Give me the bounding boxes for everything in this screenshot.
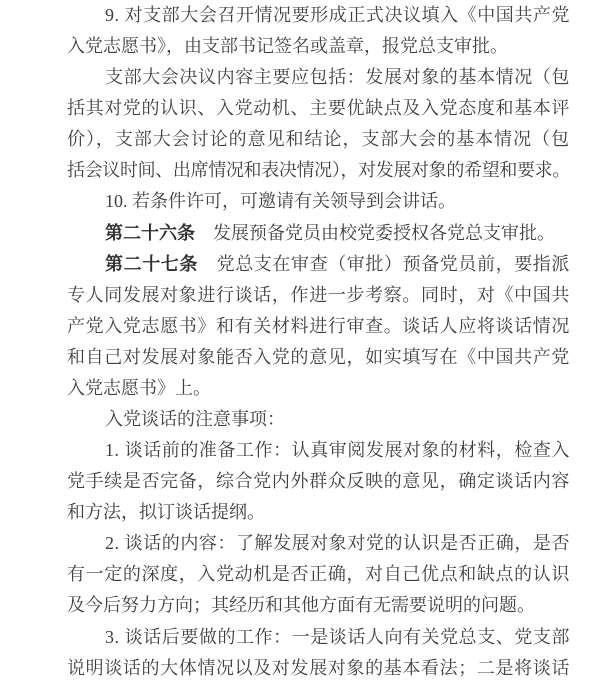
text-line <box>67 559 570 590</box>
text-line <box>67 466 570 497</box>
text-line <box>67 0 570 31</box>
text-line <box>67 311 570 342</box>
text-line <box>67 528 570 559</box>
paragraph-line-text: 支部大会决议内容主要应包括：发展对象的基本情况（包 <box>105 67 570 88</box>
text-line <box>67 622 570 653</box>
text-line <box>67 93 570 124</box>
paragraph-line-text: 党手续是否完备，综合党内外群众反映的意见，确定谈话内容 <box>67 471 570 492</box>
paragraph-line-text: 说明谈话的大体情况以及对发展对象的基本看法；二是将谈话 <box>67 657 570 678</box>
text-line <box>67 218 570 249</box>
text-line <box>67 124 570 155</box>
paragraph-line-text: 1. 谈话前的准备工作：认真审阅发展对象的材料，检查入 <box>105 440 570 461</box>
text-line <box>67 404 570 435</box>
paragraph-line-text: 括其对党的认识、入党动机、主要优缺点及入党态度和基本评 <box>67 98 570 119</box>
paragraph-line-text: 3. 谈话后要做的工作：一是谈话人向有关党总支、党支部 <box>105 626 570 647</box>
paragraph-line-text: 入党志愿书》上。 <box>67 377 211 398</box>
paragraph-line-text: 和方法，拟订谈话提纲。 <box>67 502 265 523</box>
paragraph-line-text: 有一定的深度，入党动机是否正确，对自己优点和缺点的认识 <box>67 564 570 585</box>
text-line <box>67 590 570 621</box>
paragraph-line-text: 和自己对发展对象能否入党的意见，如实填写在《中国共产党 <box>67 346 570 367</box>
paragraph-line-text: 入党谈话的注意事项： <box>105 409 285 430</box>
article-number-label: 第二十七条 <box>105 253 198 274</box>
text-line <box>67 435 570 466</box>
paragraph-line-text: 9. 对支部大会召开情况要形成正式决议填入《中国共产党 <box>105 5 570 25</box>
paragraph-line-text: 专人同发展对象进行谈话，作进一步考察。同时，对《中国共 <box>67 284 570 305</box>
text-line <box>67 497 570 528</box>
paragraph-line-text: 10. 若条件许可，可邀请有关领导到会讲话。 <box>105 191 456 212</box>
paragraph-line-text: 入党志愿书》，由支部书记签名或盖章，报党总支审批。 <box>67 36 508 57</box>
text-line <box>67 186 570 217</box>
paragraph-line-text: 产党入党志愿书》和有关材料进行审查。谈话人应将谈话情况 <box>67 315 570 336</box>
article-line-text: 第二十七条 党总支在审查（审批）预备党员前，要指派 <box>105 253 570 274</box>
text-line <box>67 653 570 684</box>
text-line <box>67 280 570 311</box>
article-number-label: 第二十六条 <box>105 222 195 243</box>
paragraph-line-text: 及今后努力方向；其经历和其他方面有无需要说明的问题。 <box>67 595 535 616</box>
text-line <box>67 31 570 62</box>
paragraph-line-text: 括会议时间、出席情况和表决情况），对发展对象的希望和要求。 <box>67 160 570 181</box>
text-line <box>67 249 570 280</box>
text-line <box>67 342 570 373</box>
article-line-text: 第二十六条 发展预备党员由校党委授权各党总支审批。 <box>105 222 555 243</box>
paragraph-line-text: 2. 谈话的内容：了解发展对象对党的认识是否正确，是否 <box>105 533 570 554</box>
text-line <box>67 62 570 93</box>
text-line <box>67 373 570 404</box>
text-line <box>67 155 570 186</box>
paragraph-line-text: 价），支部大会讨论的意见和结论，支部大会的基本情况（包 <box>67 129 570 150</box>
